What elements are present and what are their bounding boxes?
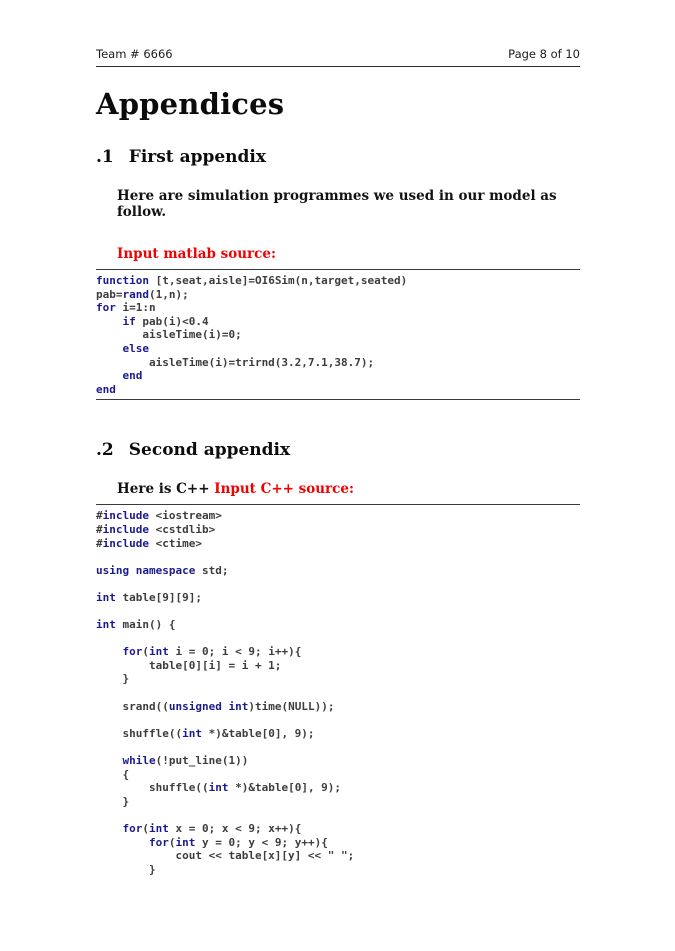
page-header bbox=[96, 47, 580, 67]
code-line: using namespace std; bbox=[96, 563, 229, 577]
code-line: aisleTime(i)=trirnd(3.2,7.1,38.7); bbox=[96, 355, 375, 369]
intro-text: Here is C++ bbox=[117, 481, 215, 498]
code-line: int main() { bbox=[96, 618, 176, 632]
header-team-number: Team # 6666 bbox=[96, 47, 173, 61]
code-line: } bbox=[96, 672, 130, 686]
code-line bbox=[96, 686, 580, 700]
code-line: { bbox=[96, 767, 130, 781]
document-title: Appendices bbox=[96, 87, 285, 121]
section-number: .2 bbox=[96, 440, 114, 461]
code-line bbox=[96, 550, 580, 564]
code-line: for(int x = 0; x < 9; x++){ bbox=[122, 822, 302, 835]
code-line: aisleTime(i)=0; bbox=[96, 328, 242, 342]
cpp-source-label: Input C++ source: bbox=[214, 481, 354, 498]
code-line: shuffle((int *)&table[0], 9); bbox=[96, 781, 342, 795]
code-block-cpp bbox=[96, 505, 580, 879]
code-line: #include <iostream> bbox=[96, 509, 222, 523]
code-line bbox=[96, 577, 580, 591]
code-line bbox=[96, 740, 580, 754]
code-block-matlab bbox=[96, 270, 580, 399]
code-line bbox=[96, 808, 580, 822]
code-line: else bbox=[122, 341, 149, 355]
code-line: end bbox=[122, 369, 143, 383]
code-line: end bbox=[96, 382, 116, 396]
code-line: for i=1:n bbox=[96, 301, 156, 315]
code-line: #include <ctime> bbox=[96, 536, 202, 550]
code-line: #include <cstdlib> bbox=[96, 522, 216, 536]
section-title: First appendix bbox=[128, 147, 267, 167]
header-page-number: Page 8 of 10 bbox=[508, 47, 580, 61]
code-line: cout << table[x][y] << " "; bbox=[96, 849, 355, 863]
section-heading-first-appendix bbox=[96, 147, 580, 167]
code-line: int table[9][9]; bbox=[96, 590, 202, 604]
cpp-intro-line bbox=[117, 481, 580, 497]
code-bottom-rule bbox=[96, 399, 580, 400]
code-line: } bbox=[96, 794, 130, 808]
intro-paragraph: Here are simulation programmes we used in our model as follow. bbox=[117, 188, 557, 220]
code-line: function [t,seat,aisle]=OI6Sim(n,target,seated) bbox=[96, 274, 408, 287]
code-line: while(!put_line(1)) bbox=[122, 754, 249, 768]
code-line bbox=[96, 713, 580, 727]
code-line: srand((unsigned int)time(NULL)); bbox=[96, 699, 335, 713]
code-line: if pab(i)<0.4 bbox=[122, 314, 209, 328]
code-line: table[0][i] = i + 1; bbox=[96, 658, 282, 672]
code-line: for(int y = 0; y < 9; y++){ bbox=[148, 835, 328, 849]
code-line: shuffle((int *)&table[0], 9); bbox=[96, 726, 315, 740]
code-line: pab=rand(1,n); bbox=[96, 287, 189, 301]
code-line bbox=[96, 605, 580, 619]
section-heading-second-appendix bbox=[96, 440, 580, 460]
section-number: .1 bbox=[96, 147, 114, 167]
code-line: for(int i = 0; i < 9; i++){ bbox=[122, 645, 302, 659]
code-line bbox=[96, 632, 580, 646]
matlab-source-label: Input matlab source: bbox=[117, 246, 276, 262]
code-line: } bbox=[96, 862, 156, 876]
section-title: Second appendix bbox=[128, 440, 291, 461]
